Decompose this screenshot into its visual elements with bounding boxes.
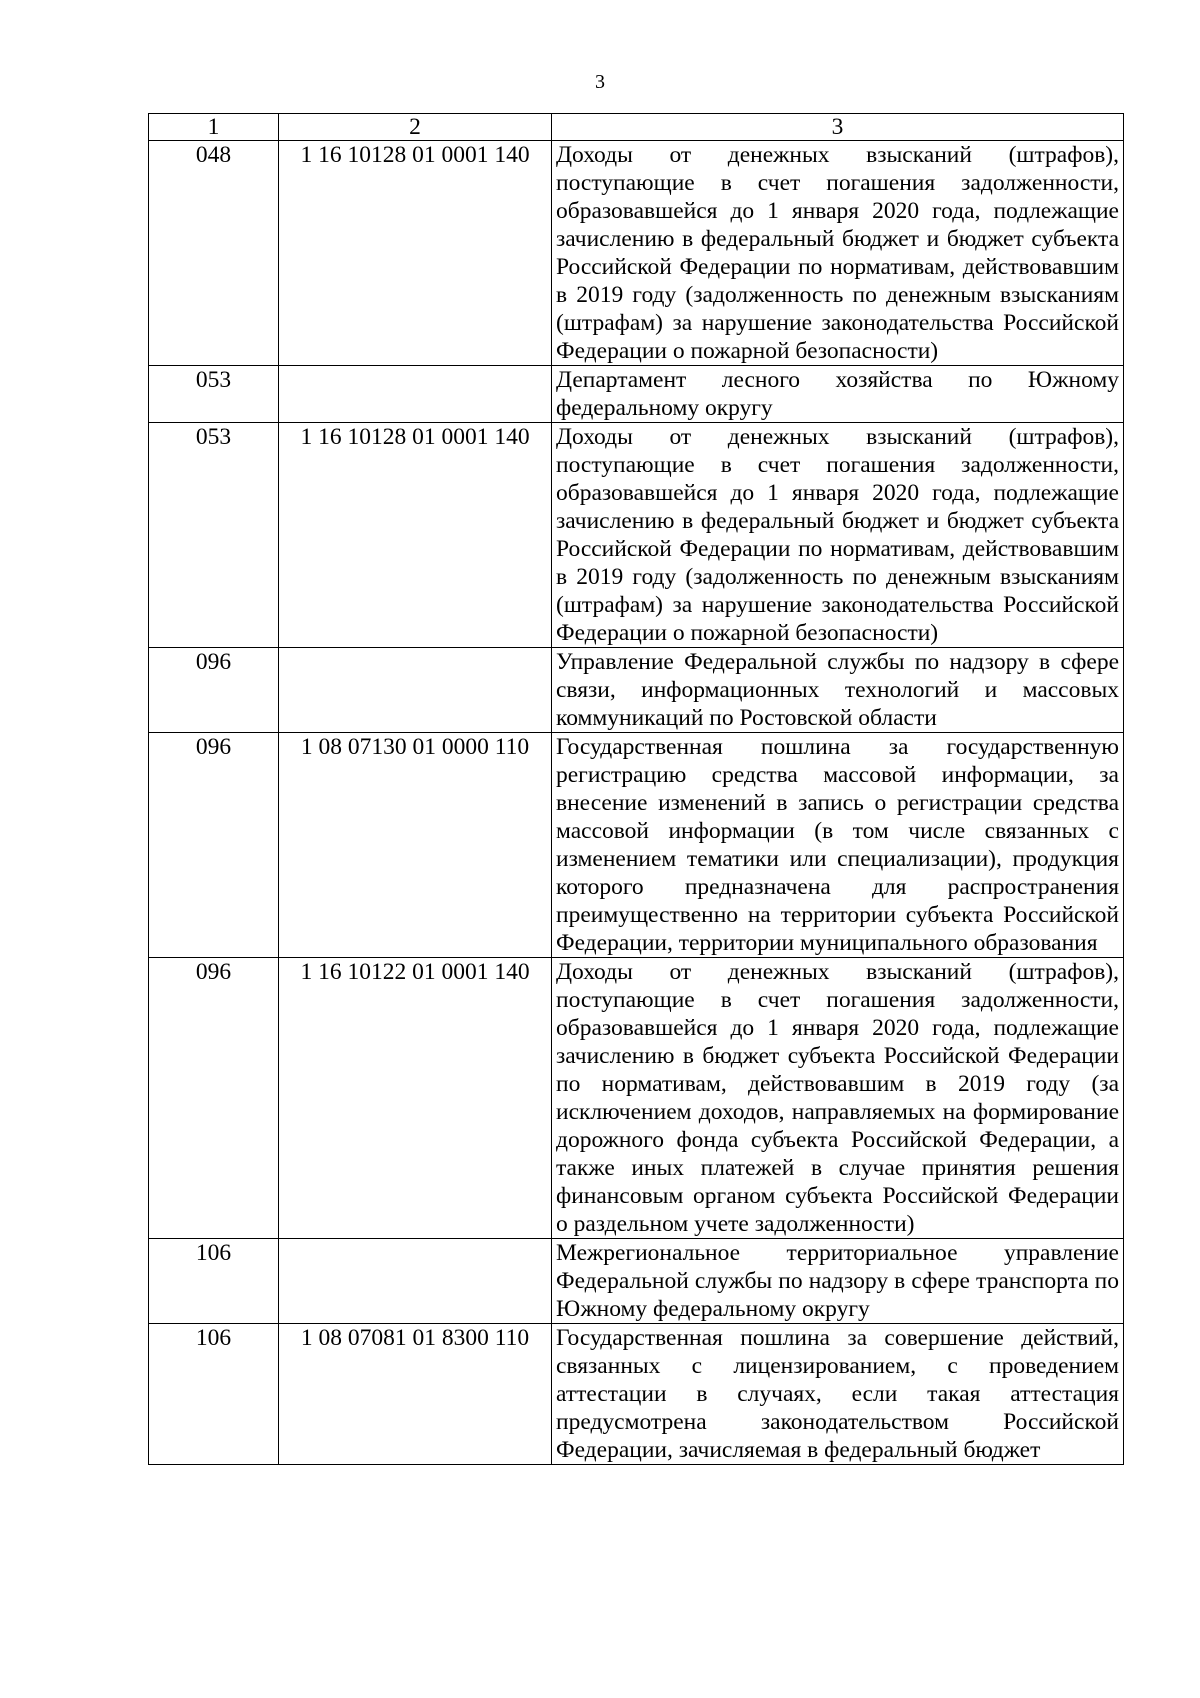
table-row	[149, 958, 1124, 1239]
table-row	[149, 141, 1124, 366]
table-header-row	[149, 114, 1124, 141]
revenue-code-cell: 1 16 10122 01 0001 140	[279, 958, 552, 1239]
description-cell: Межрегиональное территориальное управление Федеральной службы по надзору в сфере транспорта по Южному федеральному округу	[552, 1239, 1124, 1324]
table-row	[149, 423, 1124, 648]
revenue-code-cell: 1 16 10128 01 0001 140	[279, 141, 552, 366]
admin-code-cell: 053	[149, 423, 279, 648]
cell-text: 1 08 07081 01 8300 110	[300, 1325, 530, 1351]
description-cell: Доходы от денежных взысканий (штрафов), поступающие в счет погашения задолженности, образовавшейся до 1 января 2020 года, подлежащие зачислению в федеральный бюджет и бюджет субъекта Российской Федерации по нормативам, действовавшим в 2019 году (задолженность по денежным взысканиям (штрафам) за нарушение законодательства Российской Федерации о пожарной безопасности)	[552, 141, 1124, 366]
revenue-code-cell: 1 16 10128 01 0001 140	[279, 423, 552, 648]
admin-code-cell	[149, 1324, 279, 1465]
description-cell: Управление Федеральной службы по надзору в сфере связи, информационных технологий и массовых коммуникаций по Ростовской области	[552, 648, 1124, 733]
description-cell: Департамент лесного хозяйства по Южному федеральному округу	[552, 366, 1124, 423]
table-row	[149, 648, 1124, 733]
revenue-code-cell	[279, 366, 552, 423]
description-cell	[552, 1324, 1124, 1465]
cell-text: Государственная пошлина за совершение действий, связанных с лицензированием, с проведением аттестации в случаях, если такая аттестация предусмотрена законодательством Российской Федерации, зачисляемая в федеральный бюджет	[556, 1325, 1119, 1463]
table-row	[149, 366, 1124, 423]
table-row	[149, 733, 1124, 958]
admin-code-cell: 053	[149, 366, 279, 423]
table-row	[149, 1239, 1124, 1324]
column-header: 1	[149, 114, 279, 141]
description-cell: Доходы от денежных взысканий (штрафов), поступающие в счет погашения задолженности, образовавшейся до 1 января 2020 года, подлежащие зачислению в бюджет субъекта Российской Федерации по нормативам, действовавшим в 2019 году (за исключением доходов, направляемых на формирование дорожного фонда субъекта Российской Федерации, а также иных платежей в случае принятия решения финансовым органом субъекта Российской Федерации о раздельном учете задолженности)	[552, 958, 1124, 1239]
revenue-code-cell: 1 08 07130 01 0000 110	[279, 733, 552, 958]
revenue-codes-table	[148, 113, 1124, 1465]
revenue-code-cell	[279, 1239, 552, 1324]
table-row	[149, 1324, 1124, 1465]
page-number: 3	[595, 71, 605, 93]
revenue-code-cell	[279, 1324, 552, 1465]
cell-text: 106	[195, 1325, 232, 1351]
revenue-code-cell	[279, 648, 552, 733]
column-header: 2	[279, 114, 552, 141]
description-cell: Государственная пошлина за государственную регистрацию средства массовой информации, за внесение изменений в запись о регистрации средства массовой информации (в том числе связанных с изменением тематики или специализации), продукция которого предназначена для распространения преимущественно на территории субъекта Российской Федерации, территории муниципального образования	[552, 733, 1124, 958]
admin-code-cell: 096	[149, 648, 279, 733]
admin-code-cell: 048	[149, 141, 279, 366]
column-header: 3	[552, 114, 1124, 141]
admin-code-cell: 096	[149, 733, 279, 958]
admin-code-cell: 106	[149, 1239, 279, 1324]
description-cell: Доходы от денежных взысканий (штрафов), поступающие в счет погашения задолженности, образовавшейся до 1 января 2020 года, подлежащие зачислению в федеральный бюджет и бюджет субъекта Российской Федерации по нормативам, действовавшим в 2019 году (задолженность по денежным взысканиям (штрафам) за нарушение законодательства Российской Федерации о пожарной безопасности)	[552, 423, 1124, 648]
admin-code-cell: 096	[149, 958, 279, 1239]
